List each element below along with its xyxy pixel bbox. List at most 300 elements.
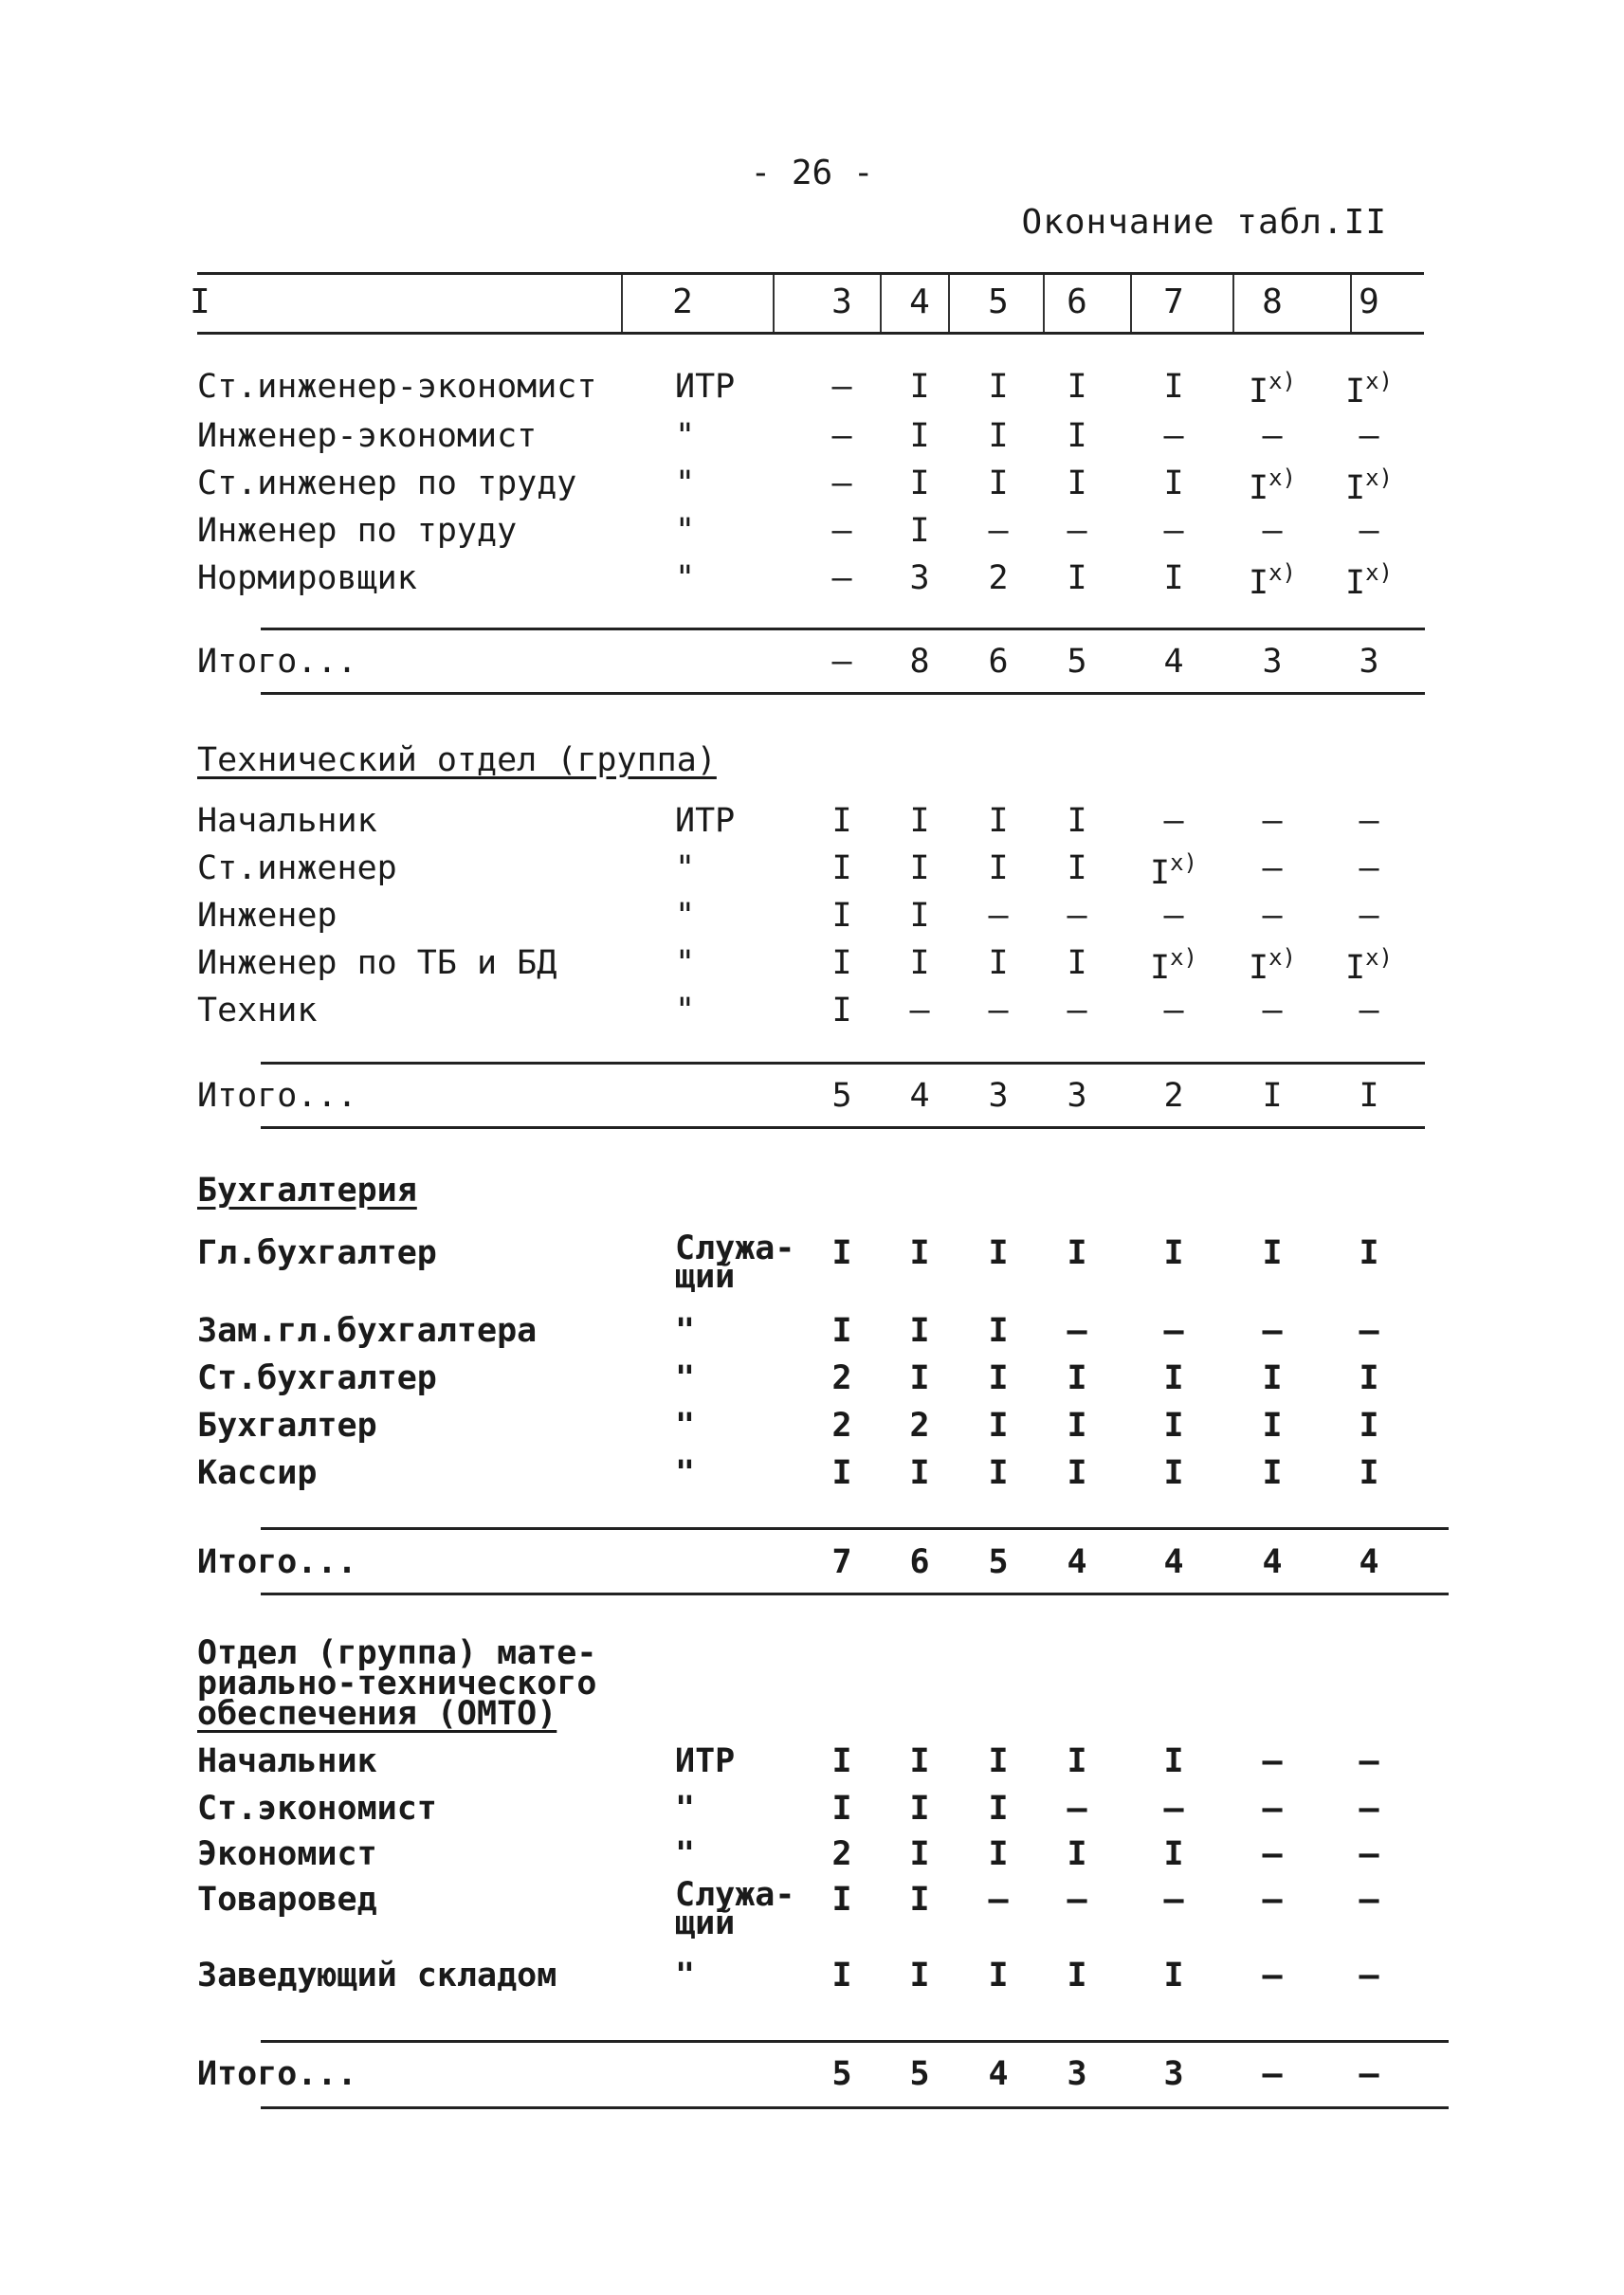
count-value: I <box>1163 559 1184 597</box>
count-cell <box>1234 559 1310 602</box>
count-cell <box>1039 1234 1115 1272</box>
count-value: I <box>909 1835 930 1873</box>
count-value: I <box>1249 949 1269 987</box>
total-bottom-rule <box>261 1593 1449 1595</box>
count-cell <box>1331 1234 1407 1272</box>
count-cell <box>960 1742 1036 1780</box>
count-value: – <box>1067 512 1087 550</box>
position-name: Техник <box>197 992 318 1029</box>
count-cell <box>1039 1835 1115 1873</box>
count-value: I <box>1345 949 1366 987</box>
count-value: I <box>1067 1957 1087 1994</box>
count-cell <box>1039 897 1115 935</box>
table-row <box>0 1359 1624 1409</box>
count-cell <box>1331 1881 1407 1919</box>
position-name: Начальник <box>197 1742 377 1780</box>
column-header-9: 9 <box>1359 282 1379 321</box>
count-value: I <box>1163 1835 1184 1873</box>
table-row <box>0 464 1624 514</box>
count-cell <box>882 1359 958 1397</box>
count-cell <box>804 849 880 887</box>
staff-category: ИТР <box>675 368 736 406</box>
count-value: I <box>1359 1407 1379 1445</box>
count-value: I <box>1359 1454 1379 1492</box>
count-value: I <box>909 464 930 502</box>
total-value: 4 <box>988 2055 1009 2093</box>
count-cell <box>882 512 958 550</box>
count-value: I <box>988 368 1009 406</box>
count-cell <box>804 1407 880 1445</box>
total-value: 5 <box>1067 643 1087 681</box>
count-cell <box>1136 1881 1212 1919</box>
count-value: I <box>1163 1454 1184 1492</box>
count-cell <box>804 897 880 935</box>
count-value: I <box>1067 464 1087 502</box>
count-cell <box>1331 992 1407 1029</box>
count-cell <box>882 1957 958 1994</box>
count-value: I <box>1262 1359 1283 1397</box>
staff-category: Служа- щий <box>675 1876 795 1942</box>
count-value: I <box>1262 1234 1283 1272</box>
count-value: – <box>1262 1790 1283 1828</box>
count-value: I <box>1345 564 1366 602</box>
count-cell <box>804 1234 880 1272</box>
count-cell <box>882 802 958 840</box>
count-cell <box>1234 1742 1310 1780</box>
count-value: – <box>909 992 930 1029</box>
position-name: Ст.бухгалтер <box>197 1359 437 1397</box>
count-cell <box>1136 849 1212 892</box>
count-value: I <box>1345 373 1366 410</box>
count-value: I <box>909 512 930 550</box>
column-header-2: 2 <box>672 282 693 321</box>
table-row <box>0 1407 1624 1456</box>
total-label: Итого... <box>197 643 357 681</box>
count-cell <box>1136 512 1212 550</box>
count-value: – <box>1359 992 1379 1029</box>
total-label: Итого... <box>197 1077 357 1115</box>
count-value: I <box>988 1234 1009 1272</box>
staff-category: " <box>675 1790 696 1828</box>
count-value: – <box>1262 1957 1283 1994</box>
header-divider <box>621 275 623 332</box>
count-value: – <box>1163 992 1184 1029</box>
table-row <box>0 849 1624 899</box>
count-cell <box>804 417 880 455</box>
count-cell <box>882 1742 958 1780</box>
count-value: – <box>1262 897 1283 935</box>
count-cell <box>1331 559 1407 602</box>
total-value: 6 <box>909 1543 930 1581</box>
count-value: – <box>1163 1312 1184 1350</box>
footnote-mark: x) <box>1365 368 1393 394</box>
count-value: – <box>1359 1790 1379 1828</box>
total-value: 4 <box>1163 1543 1184 1581</box>
count-cell <box>882 464 958 502</box>
count-cell <box>1331 512 1407 550</box>
count-value: I <box>988 464 1009 502</box>
count-cell <box>882 897 958 935</box>
table-row <box>0 1229 1624 1296</box>
count-cell <box>1039 1312 1115 1350</box>
count-cell <box>960 417 1036 455</box>
count-value: – <box>1359 1957 1379 1994</box>
count-cell <box>882 1312 958 1350</box>
count-cell <box>960 1957 1036 1994</box>
count-cell <box>1136 1359 1212 1397</box>
count-cell <box>1136 1407 1212 1445</box>
total-row <box>0 1077 1624 1126</box>
count-cell <box>960 897 1036 935</box>
total-value: 4 <box>1359 1543 1379 1581</box>
count-cell <box>1039 1957 1115 1994</box>
count-cell <box>960 559 1036 597</box>
count-value: – <box>1359 849 1379 887</box>
column-header-7: 7 <box>1163 282 1184 321</box>
count-value: – <box>1262 1835 1283 1873</box>
count-value: 2 <box>831 1359 852 1397</box>
count-value: I <box>909 1742 930 1780</box>
position-name: Инженер <box>197 897 338 935</box>
count-value: I <box>1163 1407 1184 1445</box>
column-header-8: 8 <box>1262 282 1283 321</box>
count-value: I <box>988 1835 1009 1873</box>
count-cell <box>1136 417 1212 455</box>
count-value: I <box>909 1881 930 1919</box>
count-value: – <box>1262 417 1283 455</box>
count-value: – <box>831 512 852 550</box>
total-top-rule <box>261 628 1425 630</box>
total-top-rule <box>261 2040 1449 2043</box>
count-value: I <box>988 417 1009 455</box>
footnote-mark: x) <box>1365 559 1393 586</box>
count-value: 2 <box>909 1407 930 1445</box>
count-value: – <box>1163 802 1184 840</box>
count-cell <box>1039 849 1115 887</box>
count-value: I <box>988 1454 1009 1492</box>
staff-category: " <box>675 1835 696 1873</box>
count-cell <box>1136 1790 1212 1828</box>
count-cell <box>1234 1454 1310 1492</box>
count-value: – <box>1262 1312 1283 1350</box>
count-cell <box>1234 1359 1310 1397</box>
total-value: 3 <box>988 1077 1009 1115</box>
count-value: I <box>831 1742 852 1780</box>
total-value: 4 <box>909 1077 930 1115</box>
position-name: Заведующий складом <box>197 1957 557 1994</box>
count-value: I <box>1262 1407 1283 1445</box>
count-cell <box>1234 992 1310 1029</box>
count-value: I <box>1067 802 1087 840</box>
count-value: I <box>988 1790 1009 1828</box>
count-value: – <box>831 464 852 502</box>
section-title-line: обеспечения (ОМТО) <box>197 1695 557 1733</box>
total-value: 4 <box>1262 1543 1283 1581</box>
count-cell <box>882 1407 958 1445</box>
footnote-mark: x) <box>1365 944 1393 971</box>
count-value: I <box>1067 1835 1087 1873</box>
count-cell <box>1136 464 1212 502</box>
total-row <box>0 643 1624 692</box>
count-value: – <box>831 417 852 455</box>
count-value: 2 <box>831 1407 852 1445</box>
count-cell <box>882 849 958 887</box>
count-value: I <box>1249 373 1269 410</box>
count-value: – <box>1067 1312 1087 1350</box>
total-top-rule <box>261 1062 1425 1065</box>
count-value: – <box>1359 1881 1379 1919</box>
count-value: I <box>1067 944 1087 982</box>
count-value: I <box>1163 464 1184 502</box>
count-value: – <box>1262 992 1283 1029</box>
count-cell <box>1331 897 1407 935</box>
count-cell <box>1234 1790 1310 1828</box>
count-value: I <box>909 1359 930 1397</box>
count-value: – <box>1262 802 1283 840</box>
count-cell <box>882 1881 958 1919</box>
count-cell <box>1039 464 1115 502</box>
count-value: I <box>1249 469 1269 507</box>
count-value: – <box>1067 992 1087 1029</box>
count-cell <box>1331 1407 1407 1445</box>
staff-category: " <box>675 417 696 455</box>
count-cell <box>1331 1957 1407 1994</box>
count-cell <box>1039 368 1115 406</box>
count-value: 3 <box>909 559 930 597</box>
count-cell <box>960 1454 1036 1492</box>
count-cell <box>1039 992 1115 1029</box>
count-cell <box>882 1790 958 1828</box>
position-name: Инженер-экономист <box>197 417 538 455</box>
count-value: – <box>1359 512 1379 550</box>
count-value: I <box>1150 949 1171 987</box>
footnote-mark: x) <box>1268 559 1296 586</box>
position-name: Начальник <box>197 802 377 840</box>
count-cell <box>960 368 1036 406</box>
count-value: I <box>988 1359 1009 1397</box>
count-value: I <box>988 802 1009 840</box>
footnote-mark: x) <box>1268 368 1296 394</box>
count-cell <box>1136 1957 1212 1994</box>
count-cell <box>804 1835 880 1873</box>
footnote-mark: x) <box>1170 944 1197 971</box>
total-value: 8 <box>909 643 930 681</box>
count-cell <box>1039 417 1115 455</box>
staff-category: " <box>675 1454 696 1492</box>
column-header-5: 5 <box>988 282 1009 321</box>
count-value: I <box>831 897 852 935</box>
count-cell <box>804 992 880 1029</box>
count-cell <box>1331 1454 1407 1492</box>
total-value: 3 <box>1067 2055 1087 2093</box>
count-cell <box>1234 368 1310 410</box>
count-cell <box>960 1312 1036 1350</box>
header-divider <box>1130 275 1132 332</box>
count-value: – <box>1359 417 1379 455</box>
count-value: – <box>1359 1312 1379 1350</box>
count-cell <box>804 1454 880 1492</box>
count-cell <box>1234 944 1310 987</box>
count-value: I <box>1067 1454 1087 1492</box>
count-cell <box>1234 417 1310 455</box>
position-name: Экономист <box>197 1835 377 1873</box>
count-value: I <box>1067 559 1087 597</box>
count-cell <box>1039 1454 1115 1492</box>
count-value: I <box>831 1957 852 1994</box>
count-value: I <box>909 417 930 455</box>
count-cell <box>960 992 1036 1029</box>
count-cell <box>1234 1312 1310 1350</box>
count-cell <box>804 1359 880 1397</box>
count-cell <box>1234 1407 1310 1445</box>
count-value: I <box>1067 1407 1087 1445</box>
header-divider <box>773 275 775 332</box>
staff-category: ИТР <box>675 802 736 840</box>
staff-category: " <box>675 512 696 550</box>
count-cell <box>804 1312 880 1350</box>
count-cell <box>1234 1881 1310 1919</box>
count-value: I <box>1359 1234 1379 1272</box>
count-cell <box>960 512 1036 550</box>
total-value: 3 <box>1359 643 1379 681</box>
footnote-mark: x) <box>1365 464 1393 491</box>
count-cell <box>1039 1742 1115 1780</box>
table-row <box>0 1454 1624 1503</box>
count-cell <box>1331 464 1407 507</box>
footnote-mark: x) <box>1268 464 1296 491</box>
total-value: 2 <box>1163 1077 1184 1115</box>
total-top-rule <box>261 1527 1449 1530</box>
column-header-1: I <box>190 282 210 321</box>
total-value: 7 <box>831 1543 852 1581</box>
count-cell <box>1039 512 1115 550</box>
count-cell <box>1136 992 1212 1029</box>
count-value: I <box>909 849 930 887</box>
count-cell <box>1234 1835 1310 1873</box>
count-cell <box>1234 1957 1310 1994</box>
count-cell <box>804 1790 880 1828</box>
count-cell <box>804 559 880 597</box>
total-value: – <box>1262 2055 1283 2093</box>
count-value: I <box>1067 1742 1087 1780</box>
count-value: I <box>1067 417 1087 455</box>
count-cell <box>804 368 880 406</box>
total-bottom-rule <box>261 692 1425 695</box>
count-cell <box>960 1881 1036 1919</box>
count-cell <box>882 368 958 406</box>
table-row <box>0 1312 1624 1361</box>
count-cell <box>1234 464 1310 507</box>
count-cell <box>804 1957 880 1994</box>
count-cell <box>1331 368 1407 410</box>
count-value: – <box>1163 417 1184 455</box>
count-cell <box>1136 1454 1212 1492</box>
count-value: I <box>1345 469 1366 507</box>
total-value: 3 <box>1067 1077 1087 1115</box>
count-cell <box>1234 849 1310 887</box>
count-cell <box>1234 802 1310 840</box>
count-cell <box>1234 512 1310 550</box>
count-cell <box>804 464 880 502</box>
table-row <box>0 992 1624 1041</box>
table-row <box>0 897 1624 946</box>
count-value: 2 <box>988 559 1009 597</box>
position-name: Ст.экономист <box>197 1790 437 1828</box>
total-value: 5 <box>988 1543 1009 1581</box>
count-cell <box>960 1234 1036 1272</box>
count-cell <box>1331 417 1407 455</box>
position-name: Бухгалтер <box>197 1407 377 1445</box>
count-value: I <box>988 849 1009 887</box>
count-cell <box>1136 897 1212 935</box>
count-cell <box>1331 849 1407 887</box>
count-cell <box>882 417 958 455</box>
count-value: – <box>1163 1790 1184 1828</box>
count-value: I <box>1163 1742 1184 1780</box>
count-cell <box>1039 1881 1115 1919</box>
column-header-4: 4 <box>909 282 930 321</box>
count-value: I <box>909 944 930 982</box>
table-row <box>0 944 1624 993</box>
count-cell <box>882 559 958 597</box>
position-name: Кассир <box>197 1454 318 1492</box>
count-value: – <box>1359 1835 1379 1873</box>
count-cell <box>1136 802 1212 840</box>
count-cell <box>804 802 880 840</box>
count-cell <box>1136 1312 1212 1350</box>
count-cell <box>960 849 1036 887</box>
total-value: 5 <box>831 1077 852 1115</box>
count-value: I <box>909 1234 930 1272</box>
count-cell <box>1234 897 1310 935</box>
count-cell <box>1136 1742 1212 1780</box>
total-value: 4 <box>1163 643 1184 681</box>
position-name: Ст.инженер <box>197 849 397 887</box>
total-label: Итого... <box>197 1543 357 1581</box>
total-value: 3 <box>1163 2055 1184 2093</box>
count-value: – <box>1262 1881 1283 1919</box>
count-cell <box>1039 802 1115 840</box>
table-row <box>0 802 1624 851</box>
count-cell <box>1331 1790 1407 1828</box>
table-row <box>0 368 1624 417</box>
total-row <box>0 2055 1624 2104</box>
total-value: I <box>1262 1077 1283 1115</box>
page-number: - 26 - <box>750 154 874 192</box>
total-value: 3 <box>1262 643 1283 681</box>
count-cell <box>882 944 958 982</box>
count-value: I <box>831 944 852 982</box>
count-value: – <box>1262 1742 1283 1780</box>
count-value: I <box>1163 1359 1184 1397</box>
total-value: I <box>1359 1077 1379 1115</box>
count-value: – <box>1163 1881 1184 1919</box>
position-name: Ст.инженер-экономист <box>197 368 597 406</box>
count-cell <box>882 992 958 1029</box>
count-value: – <box>1262 849 1283 887</box>
table-row <box>0 417 1624 466</box>
count-cell <box>1331 802 1407 840</box>
total-value: 5 <box>909 2055 930 2093</box>
count-value: – <box>988 897 1009 935</box>
count-cell <box>1136 1835 1212 1873</box>
count-value: I <box>1067 368 1087 406</box>
footnote-mark: x) <box>1268 944 1296 971</box>
count-value: I <box>988 1312 1009 1350</box>
count-value: I <box>909 897 930 935</box>
staff-category: Служа- щий <box>675 1229 795 1296</box>
count-value: I <box>988 1742 1009 1780</box>
